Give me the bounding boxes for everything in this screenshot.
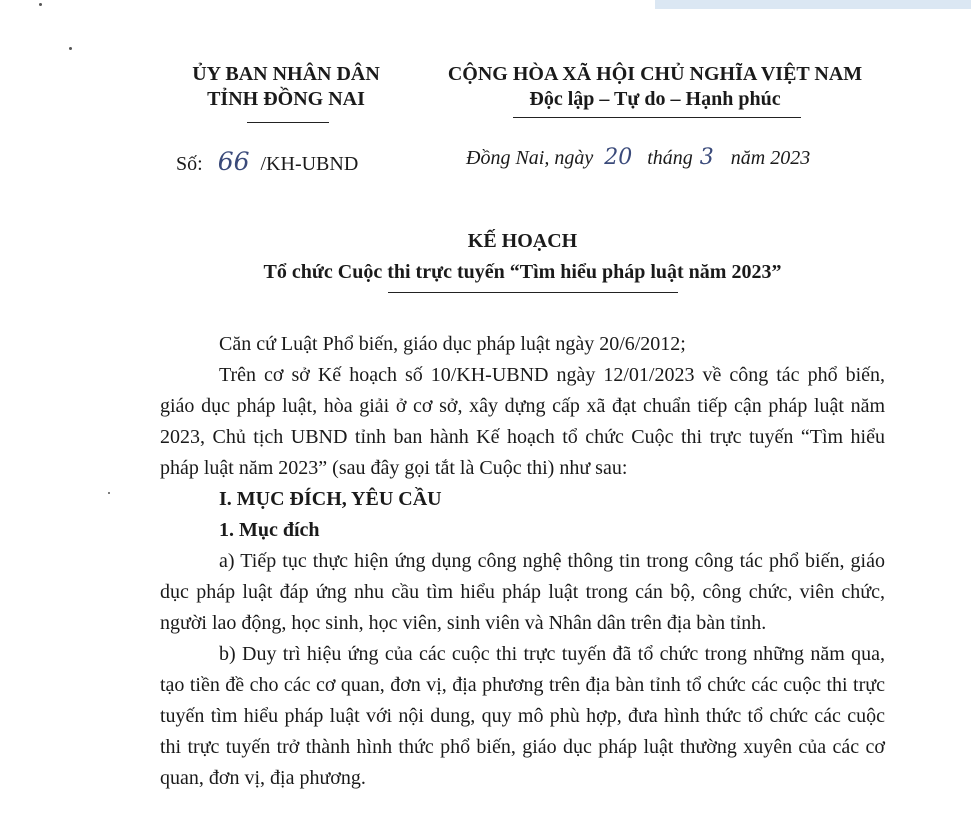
authority-line-2: TỈNH ĐỒNG NAI: [207, 88, 365, 110]
scan-speck: [108, 492, 110, 494]
received-stamp-strip: [655, 0, 971, 9]
document-title: [160, 226, 885, 288]
section-heading: I. MỤC ĐÍCH, YÊU CẦU: [219, 488, 442, 510]
year-text: năm 2023: [730, 147, 811, 169]
scan-speck: [69, 47, 72, 50]
issuing-authority: [170, 62, 402, 112]
paragraph: Căn cứ Luật Phổ biến, giáo dục pháp luật ngày 20/6/2012;: [219, 333, 686, 355]
number-suffix: /KH-UBND: [260, 153, 359, 175]
paragraph: a) Tiếp tục thực hiện ứng dụng công nghệ thông tin trong công tác phổ biến, giáo dục pháp luật đáp ứng nhu cầu tìm hiểu pháp luật trong cán bộ, công chức, viên chức, người lao động, học sinh, học viên, sinh viên và Nhân dân trên địa bàn tỉnh.: [160, 550, 885, 634]
authority-underline: [247, 122, 329, 123]
subsection-heading: 1. Mục đích: [219, 519, 320, 541]
title-sub: Tổ chức Cuộc thi trực tuyến “Tìm hiểu pháp luật năm 2023”: [263, 261, 782, 283]
authority-line-1: ỦY BAN NHÂN DÂN: [192, 63, 380, 85]
handwritten-day: 20: [604, 145, 633, 170]
title-underline: [388, 292, 678, 293]
document-number: [176, 148, 358, 178]
month-label: tháng: [647, 147, 693, 169]
handwritten-number: 66: [217, 147, 250, 176]
national-motto: [430, 62, 880, 112]
paragraph: Trên cơ sở Kế hoạch số 10/KH-UBND ngày 12/01/2023 về công tác phổ biến, giáo dục pháp luật, hòa giải ở cơ sở, xây dựng cấp xã đạt chuẩn tiếp cận pháp luật năm 2023, Chủ tịch UBND tỉnh ban hành Kế hoạch tổ chức Cuộc thi trực tuyến “Tìm hiểu pháp luật năm 2023” (sau đây gọi tắt là Cuộc thi) như sau:: [160, 364, 885, 479]
title-main: KẾ HOẠCH: [467, 230, 578, 252]
handwritten-month: 3: [699, 145, 714, 170]
document-body: [160, 329, 885, 794]
scan-speck: [39, 3, 42, 6]
issue-date: [466, 144, 810, 172]
country-name: CỘNG HÒA XÃ HỘI CHỦ NGHĨA VIỆT NAM: [447, 63, 863, 85]
motto-underline: [513, 117, 801, 118]
paragraph: b) Duy trì hiệu ứng của các cuộc thi trực tuyến đã tổ chức trong những năm qua, tạo tiền đề cho các cơ quan, đơn vị, địa phương trên địa bàn tỉnh tổ chức các cuộc thi trực tuyến tìm hiểu pháp luật với nội dung, quy mô phù hợp, đưa hình thức tổ chức các cuộc thi trực tuyến trở thành hình thức phổ biến, giáo dục pháp luật thường xuyên của các cơ quan, đơn vị, địa phương.: [160, 643, 885, 789]
motto: Độc lập – Tự do – Hạnh phúc: [529, 88, 781, 110]
date-prefix: Đồng Nai, ngày: [466, 147, 594, 169]
number-prefix: Số:: [176, 153, 203, 175]
